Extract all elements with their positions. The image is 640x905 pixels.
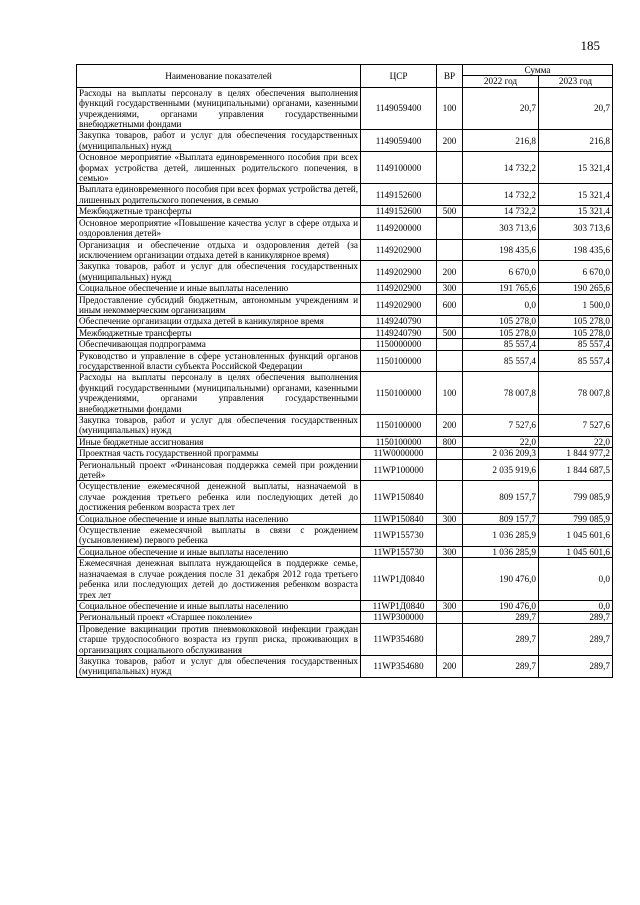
cell-2023: 15 321,4 [539, 152, 613, 184]
cell-2022: 216,8 [463, 130, 539, 152]
cell-name: Выплата единовременного пособия при всех формах устройства детей, лишенных родительского попечения, в семью [77, 184, 361, 206]
table-row [77, 372, 613, 415]
cell-vr [437, 184, 463, 206]
cell-vr [437, 339, 463, 350]
cell-vr [437, 152, 463, 184]
cell-2022: 2 035 919,6 [463, 459, 539, 481]
cell-vr [437, 481, 463, 513]
cell-vr [437, 459, 463, 481]
cell-2023: 78 007,8 [539, 372, 613, 415]
cell-2023: 1 500,0 [539, 294, 613, 316]
cell-name: Иные бюджетные ассигнования [77, 436, 361, 447]
cell-2023: 85 557,4 [539, 339, 613, 350]
cell-csr: 1150100000 [361, 436, 437, 447]
cell-name: Проведение вакцинации против пневмококковой инфекции граждан старше трудоспособного возраста из групп риска, проживающих в организациях социального обслуживания [77, 623, 361, 655]
cell-csr: 1150000000 [361, 339, 437, 350]
cell-2022: 809 157,7 [463, 513, 539, 524]
table-row [77, 513, 613, 524]
cell-2022: 289,7 [463, 623, 539, 655]
cell-name: Осуществление ежемесячной денежной выплаты, назначаемой в случае рождения третьего ребенка или последующих детей до достижения ребенком возраста трех лет [77, 481, 361, 513]
table-row [77, 448, 613, 459]
cell-csr: 1149202900 [361, 283, 437, 294]
cell-2022: 14 732,2 [463, 152, 539, 184]
cell-2023: 15 321,4 [539, 184, 613, 206]
table-row [77, 87, 613, 130]
cell-vr: 300 [437, 283, 463, 294]
table-row [77, 217, 613, 239]
cell-csr: 1150100000 [361, 350, 437, 372]
cell-2022: 1 036 285,9 [463, 546, 539, 557]
cell-vr: 100 [437, 87, 463, 130]
cell-vr [437, 623, 463, 655]
cell-2022: 1 036 285,9 [463, 525, 539, 547]
header-csr: ЦСР [361, 65, 437, 88]
cell-vr: 200 [437, 415, 463, 437]
table-row [77, 239, 613, 261]
cell-2023: 1 045 601,6 [539, 525, 613, 547]
cell-2022: 190 476,0 [463, 558, 539, 601]
cell-vr [437, 612, 463, 623]
cell-vr: 800 [437, 436, 463, 447]
cell-name: Закупка товаров, работ и услуг для обеспечения государственных (муниципальных) нужд [77, 415, 361, 437]
cell-csr: 1149152600 [361, 184, 437, 206]
table-row [77, 525, 613, 547]
cell-name: Ежемесячная денежная выплата нуждающейся в поддержке семье, назначаемая в случае рождения после 31 декабря 2012 года третьего ребенка или последующих детей до достижения ребенком возраста трех лет [77, 558, 361, 601]
cell-vr: 200 [437, 261, 463, 283]
cell-csr: 1149240790 [361, 316, 437, 327]
table-row [77, 130, 613, 152]
cell-vr: 200 [437, 655, 463, 677]
cell-name: Социальное обеспечение и иные выплаты населению [77, 600, 361, 611]
cell-vr: 300 [437, 513, 463, 524]
cell-name: Предоставление субсидий бюджетным, автономным учреждениям и иным некоммерческим организациям [77, 294, 361, 316]
header-name: Наименование показателей [77, 65, 361, 88]
table-row [77, 558, 613, 601]
table-row [77, 350, 613, 372]
budget-table [76, 64, 613, 678]
page-number: 185 [580, 38, 600, 53]
cell-csr: 11WP150840 [361, 481, 437, 513]
cell-2023: 0,0 [539, 558, 613, 601]
cell-2023: 85 557,4 [539, 350, 613, 372]
cell-2022: 2 036 209,3 [463, 448, 539, 459]
cell-2022: 14 732,2 [463, 184, 539, 206]
cell-vr: 300 [437, 600, 463, 611]
table-row [77, 184, 613, 206]
cell-name: Закупка товаров, работ и услуг для обеспечения государственных (муниципальных) нужд [77, 130, 361, 152]
cell-2023: 303 713,6 [539, 217, 613, 239]
cell-csr: 11WP1Д0840 [361, 558, 437, 601]
table-row [77, 546, 613, 557]
cell-2022: 191 765,6 [463, 283, 539, 294]
cell-name: Проектная часть государственной программы [77, 448, 361, 459]
table-row [77, 283, 613, 294]
cell-2022: 0,0 [463, 294, 539, 316]
header-row [77, 65, 613, 76]
cell-name: Основное мероприятие «Выплата единовременного пособия при всех формах устройства детей, лишенных родительского попечения, в семью» [77, 152, 361, 184]
table-row [77, 623, 613, 655]
cell-2023: 22,0 [539, 436, 613, 447]
cell-vr [437, 525, 463, 547]
cell-csr: 11WP1Д0840 [361, 600, 437, 611]
cell-2022: 303 713,6 [463, 217, 539, 239]
table-row [77, 316, 613, 327]
cell-csr: 11WP150840 [361, 513, 437, 524]
cell-2022: 289,7 [463, 655, 539, 677]
cell-csr: 11WP354680 [361, 623, 437, 655]
cell-2023: 20,7 [539, 87, 613, 130]
header-year-2022: 2022 год [463, 76, 539, 87]
cell-name: Основное мероприятие «Повышение качества услуг в сфере отдыха и оздоровления детей» [77, 217, 361, 239]
table-row [77, 436, 613, 447]
table-row [77, 481, 613, 513]
cell-2023: 799 085,9 [539, 481, 613, 513]
cell-csr: 11WP354680 [361, 655, 437, 677]
table-row [77, 327, 613, 338]
cell-name: Обеспечение организации отдыха детей в каникулярное время [77, 316, 361, 327]
cell-name: Закупка товаров, работ и услуг для обеспечения государственных (муниципальных) нужд [77, 655, 361, 677]
cell-name: Расходы на выплаты персоналу в целях обеспечения выполнения функций государственными (муниципальными) органами, казенными учреждениями, органами управления государственными внебюджетными фондами [77, 372, 361, 415]
cell-vr: 300 [437, 546, 463, 557]
cell-2022: 85 557,4 [463, 350, 539, 372]
cell-csr: 11WP155730 [361, 525, 437, 547]
cell-2023: 15 321,4 [539, 206, 613, 217]
cell-csr: 1149152600 [361, 206, 437, 217]
cell-2022: 105 278,0 [463, 316, 539, 327]
cell-2022: 289,7 [463, 612, 539, 623]
cell-name: Межбюджетные трансферты [77, 327, 361, 338]
cell-name: Закупка товаров, работ и услуг для обеспечения государственных (муниципальных) нужд [77, 261, 361, 283]
cell-2023: 190 265,6 [539, 283, 613, 294]
cell-name: Организация и обеспечение отдыха и оздоровления детей (за исключением организации отдыха детей в каникулярное время) [77, 239, 361, 261]
cell-2022: 105 278,0 [463, 327, 539, 338]
cell-2022: 14 732,2 [463, 206, 539, 217]
cell-2023: 289,7 [539, 655, 613, 677]
cell-name: Социальное обеспечение и иные выплаты населению [77, 546, 361, 557]
cell-2023: 105 278,0 [539, 327, 613, 338]
cell-2023: 105 278,0 [539, 316, 613, 327]
cell-2022: 85 557,4 [463, 339, 539, 350]
cell-vr [437, 217, 463, 239]
cell-csr: 1150100000 [361, 372, 437, 415]
table-row [77, 459, 613, 481]
table-row [77, 415, 613, 437]
cell-csr: 1149100000 [361, 152, 437, 184]
cell-name: Руководство и управление в сфере установленных функций органов государственной власти субъекта Российской Федерации [77, 350, 361, 372]
cell-2022: 6 670,0 [463, 261, 539, 283]
cell-csr: 11WP100000 [361, 459, 437, 481]
cell-vr: 600 [437, 294, 463, 316]
cell-vr [437, 448, 463, 459]
cell-csr: 11W0000000 [361, 448, 437, 459]
cell-2023: 6 670,0 [539, 261, 613, 283]
cell-2023: 0,0 [539, 600, 613, 611]
cell-2022: 198 435,6 [463, 239, 539, 261]
cell-csr: 11WP155730 [361, 546, 437, 557]
cell-2023: 1 844 977,2 [539, 448, 613, 459]
cell-2023: 1 045 601,6 [539, 546, 613, 557]
cell-csr: 1149059400 [361, 87, 437, 130]
cell-name: Обеспечивающая подпрограмма [77, 339, 361, 350]
table-row [77, 152, 613, 184]
table-row [77, 655, 613, 677]
table-row [77, 339, 613, 350]
cell-2022: 190 476,0 [463, 600, 539, 611]
cell-csr: 1149200000 [361, 217, 437, 239]
cell-csr: 1149202900 [361, 294, 437, 316]
cell-2022: 22,0 [463, 436, 539, 447]
table-row [77, 612, 613, 623]
cell-name: Осуществление ежемесячной выплаты в связи с рождением (усыновлением) первого ребенка [77, 525, 361, 547]
cell-csr: 1149240790 [361, 327, 437, 338]
cell-2023: 7 527,6 [539, 415, 613, 437]
header-year-2023: 2023 год [539, 76, 613, 87]
cell-vr [437, 239, 463, 261]
cell-csr: 1149202900 [361, 261, 437, 283]
table-row [77, 206, 613, 217]
cell-2023: 216,8 [539, 130, 613, 152]
cell-vr: 200 [437, 130, 463, 152]
cell-name: Региональный проект «Финансовая поддержка семей при рождении детей» [77, 459, 361, 481]
cell-csr: 1150100000 [361, 415, 437, 437]
cell-2023: 1 844 687,5 [539, 459, 613, 481]
cell-2022: 809 157,7 [463, 481, 539, 513]
cell-csr: 1149202900 [361, 239, 437, 261]
cell-vr: 100 [437, 372, 463, 415]
cell-name: Межбюджетные трансферты [77, 206, 361, 217]
cell-2022: 7 527,6 [463, 415, 539, 437]
cell-vr [437, 316, 463, 327]
header-vr: ВР [437, 65, 463, 88]
cell-csr: 11WP300000 [361, 612, 437, 623]
header-sum: Сумма [463, 65, 613, 76]
cell-name: Региональный проект «Старшее поколение» [77, 612, 361, 623]
cell-vr: 500 [437, 327, 463, 338]
table-row [77, 600, 613, 611]
cell-2022: 20,7 [463, 87, 539, 130]
cell-2023: 799 085,9 [539, 513, 613, 524]
cell-vr [437, 350, 463, 372]
cell-2023: 289,7 [539, 623, 613, 655]
cell-vr: 500 [437, 206, 463, 217]
table-row [77, 261, 613, 283]
cell-2023: 289,7 [539, 612, 613, 623]
cell-2022: 78 007,8 [463, 372, 539, 415]
cell-vr [437, 558, 463, 601]
cell-csr: 1149059400 [361, 130, 437, 152]
table-row [77, 294, 613, 316]
cell-name: Социальное обеспечение и иные выплаты населению [77, 283, 361, 294]
cell-name: Расходы на выплаты персоналу в целях обеспечения выполнения функций государственными (муниципальными) органами, казенными учреждениями, органами управления государственными внебюджетными фондами [77, 87, 361, 130]
cell-2023: 198 435,6 [539, 239, 613, 261]
cell-name: Социальное обеспечение и иные выплаты населению [77, 513, 361, 524]
